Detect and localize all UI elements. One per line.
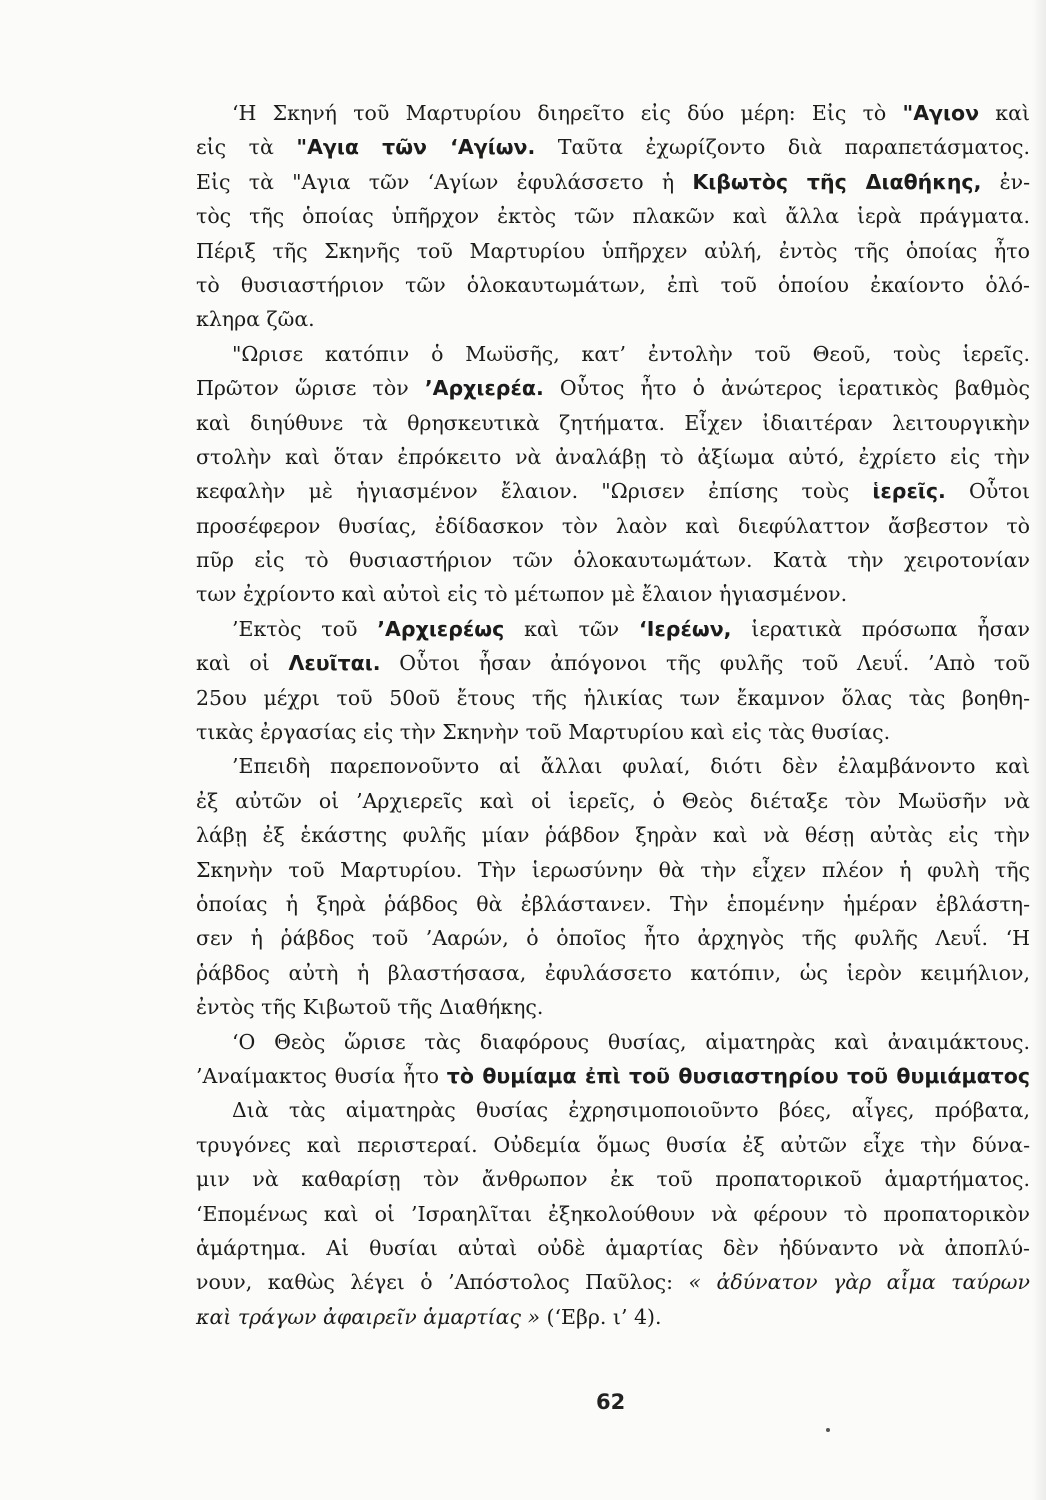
text-run: Σκηνὴν τοῦ Μαρτυρίου. Τὴν ἱερωσύνην θὰ τὴν εἶχεν πλέον ἡ φυλὴ τῆς <box>196 857 1030 882</box>
text-run: Εἰς τὰ "Αγια τῶν ‘Αγίων ἐφυλάσσετο ἡ <box>196 169 693 194</box>
text-line <box>196 1128 1030 1162</box>
text-run: λάβῃ ἐξ ἑκάστης φυλῆς μίαν ῥάβδον ξηρὰν καὶ νὰ θέσῃ αὐτὰς εἰς τὴν <box>196 823 1030 848</box>
page-number: 62 <box>596 1390 626 1414</box>
text-line <box>196 956 1030 990</box>
text-line <box>196 543 1030 577</box>
text-line <box>196 234 1030 268</box>
bold-term: ἱερεῖς. <box>872 479 946 504</box>
text-line <box>196 509 1030 543</box>
text-run: καὶ διηύθυνε τὰ θρησκευτικὰ ζητήματα. Εἶχεν ἰδιαιτέραν λειτουργικὴν <box>196 410 1030 435</box>
text-run: μιν νὰ καθαρίσῃ τὸν ἄνθρωπον ἐκ τοῦ προπατορικοῦ ἁμαρτήματος. <box>196 1167 1030 1192</box>
text-run: Διὰ τὰς αἱματηρὰς θυσίας ἐχρησιμοποιοῦντο βόες, αἶγες, πρόβατα, <box>232 1098 1030 1123</box>
italic-quote: καὶ τράγων ἀφαιρεῖν ἁμαρτίας » <box>196 1304 540 1329</box>
text-run: Οὗτος ἦτο ὁ ἀνώτερος ἱερατικὸς βαθμὸς <box>543 376 1031 401</box>
text-run: ’Επειδὴ παρεπονοῦντο αἱ ἄλλαι φυλαί, διότι δὲν ἐλαμβάνοντο καὶ <box>232 754 1030 779</box>
text-line <box>196 130 1030 164</box>
text-line <box>196 1300 1030 1334</box>
ink-speck <box>826 1428 830 1432</box>
text-run: ἐν- <box>981 169 1031 194</box>
text-run: καὶ τῶν <box>504 616 639 641</box>
text-line <box>196 715 1030 749</box>
text-line <box>196 371 1030 405</box>
text-run: ἱερατικὰ πρόσωπα ἦσαν <box>731 616 1031 641</box>
text-line <box>196 199 1030 233</box>
text-run: ’Αναίμακτος θυσία ἦτο <box>196 1063 447 1088</box>
text-run: ἁμάρτημα. Αἱ θυσίαι αὐταὶ οὐδὲ ἁμαρτίας δὲν ἠδύναντο νὰ ἀποπλύ- <box>196 1235 1030 1260</box>
text-run: ‘Επομένως καὶ οἱ ’Ισραηλῖται ἐξηκολούθουν νὰ φέρουν τὸ προπατορικὸν <box>196 1201 1030 1226</box>
text-run: ῥάβδος αὐτὴ ἡ βλαστήσασα, ἐφυλάσσετο κατόπιν, ὡς ἱερὸν κειμήλιον, <box>196 960 1030 985</box>
bold-term: "Αγια τῶν ‘Αγίων. <box>296 135 536 160</box>
text-line <box>196 612 1030 646</box>
text-run: τρυγόνες καὶ περιστεραί. Οὐδεμία ὅμως θυσία ἐξ αὐτῶν εἶχε τὴν δύνα- <box>196 1132 1030 1157</box>
text-run: ἐντὸς τῆς Κιβωτοῦ τῆς Διαθήκης. <box>196 995 544 1020</box>
bold-term: τὸ θυμίαμα ἐπὶ τοῦ θυσιαστηρίου τοῦ θυμιάματος <box>446 1063 1030 1088</box>
text-run: ‘Ο Θεὸς ὥρισε τὰς διαφόρους θυσίας, αἱματηρὰς καὶ ἀναιμάκτους. <box>232 1029 1030 1054</box>
text-line <box>196 921 1030 955</box>
text-run: ὁποίας ἡ ξηρὰ ῥάβδος θὰ ἐβλάστανεν. Τὴν ἑπομένην ἡμέραν ἐβλάστη- <box>196 891 1030 916</box>
text-run: (‘Εβρ. ι’ 4). <box>540 1304 662 1329</box>
text-line <box>196 681 1030 715</box>
text-run: σεν ἡ ῥάβδος τοῦ ’Ααρών, ὁ ὁποῖος ἦτο ἀρχηγὸς τῆς φυλῆς Λευΐ. ‘Η <box>196 926 1030 951</box>
text-run: κεφαλὴν μὲ ἡγιασμένον ἔλαιον. "Ωρισεν ἐπίσης τοὺς <box>196 479 873 504</box>
text-run: καὶ οἱ <box>196 651 289 676</box>
text-line <box>196 302 1030 336</box>
text-line <box>196 440 1030 474</box>
text-line <box>196 406 1030 440</box>
italic-quote: « ἀδύνατον γὰρ αἷμα ταύρων <box>688 1270 1030 1295</box>
bold-term: "Αγιον <box>902 101 980 125</box>
text-run: τὸ θυσιαστήριον τῶν ὁλοκαυτωμάτων, ἐπὶ τοῦ ὁποίου ἐκαίοντο ὁλό- <box>196 272 1030 297</box>
text-line <box>196 165 1030 199</box>
text-run: προσέφερον θυσίας, ἐδίδασκον τὸν λαὸν καὶ διεφύλαττον ἄσβεστον τὸ <box>196 513 1030 538</box>
text-line <box>196 1265 1030 1299</box>
text-run: τὸς τῆς ὁποίας ὑπῆρχον ἐκτὸς τῶν πλακῶν καὶ ἄλλα ἱερὰ πράγματα. <box>196 204 1030 229</box>
text-run: "Ωρισε κατόπιν ὁ Μωϋσῆς, κατ’ ἐντολὴν τοῦ Θεοῦ, τοὺς ἱερεῖς. <box>232 341 1030 366</box>
text-run: Πέριξ τῆς Σκηνῆς τοῦ Μαρτυρίου ὑπῆρχεν αὐλή, ἐντὸς τῆς ὁποίας ἦτο <box>196 238 1030 263</box>
text-run: ἐξ αὐτῶν οἱ ’Αρχιερεῖς καὶ οἱ ἱερεῖς, ὁ Θεὸς διέταξε τὸν Μωϋσῆν νὰ <box>196 788 1030 813</box>
bold-term: Κιβωτὸς τῆς Διαθήκης, <box>692 169 982 194</box>
text-run: ‘Η Σκηνή τοῦ Μαρτυρίου διηρεῖτο εἰς δύο μέρη: Εἰς τὸ <box>232 101 903 125</box>
text-run: κληρα ζῶα. <box>196 307 315 332</box>
text-line <box>196 853 1030 887</box>
bold-term: ’Αρχιερέα. <box>424 376 544 401</box>
text-line <box>196 1231 1030 1265</box>
bold-term: Λευῖται. <box>288 651 381 676</box>
text-run: εἰς τὰ <box>196 135 297 160</box>
text-line <box>196 749 1030 783</box>
text-run: νουν, καθὼς λέγει ὁ ’Απόστολος Παῦλος: <box>196 1270 689 1295</box>
text-line <box>196 887 1030 921</box>
text-line <box>196 818 1030 852</box>
bold-term: ’Αρχιερέως <box>377 616 505 641</box>
text-run: ’Εκτὸς τοῦ <box>232 616 378 641</box>
text-line <box>196 474 1030 508</box>
text-run: καὶ <box>979 101 1030 125</box>
body-text <box>196 96 1030 1334</box>
text-run: τικὰς ἐργασίας εἰς τὴν Σκηνὴν τοῦ Μαρτυρίου καὶ εἰς τὰς θυσίας. <box>196 720 891 745</box>
bold-term: ‘Ιερέων, <box>638 616 732 641</box>
text-line <box>196 1059 1030 1093</box>
text-line <box>196 784 1030 818</box>
text-line <box>196 577 1030 611</box>
text-line <box>196 1162 1030 1196</box>
text-line <box>196 1197 1030 1231</box>
text-line <box>196 1025 1030 1059</box>
text-run: των ἐχρίοντο καὶ αὐτοὶ εἰς τὸ μέτωπον μὲ ἔλαιον ἡγιασμένον. <box>196 582 848 607</box>
text-line <box>196 268 1030 302</box>
text-run: πῦρ εἰς τὸ θυσιαστήριον τῶν ὁλοκαυτωμάτων. Κατὰ τὴν χειροτονίαν <box>196 548 1030 573</box>
text-line <box>196 1093 1030 1127</box>
text-line <box>196 96 1030 130</box>
text-run: στολὴν καὶ ὅταν ἐπρόκειτο νὰ ἀναλάβῃ τὸ ἀξίωμα αὐτό, ἐχρίετο εἰς τὴν <box>196 444 1030 469</box>
text-run: Ταῦτα ἐχωρίζοντο διὰ παραπετάσματος. <box>535 135 1030 160</box>
text-run: Πρῶτον ὥρισε τὸν <box>196 376 425 401</box>
text-line <box>196 990 1030 1024</box>
text-run: 25ου μέχρι τοῦ 50οῦ ἔτους τῆς ἡλικίας των ἔκαμνον ὅλας τὰς βοηθη- <box>196 685 1030 710</box>
text-run: Οὗτοι <box>945 479 1030 504</box>
text-run: Οὗτοι ἦσαν ἀπόγονοι τῆς φυλῆς τοῦ Λευΐ. ’Απὸ τοῦ <box>380 651 1030 676</box>
text-line <box>196 337 1030 371</box>
text-line <box>196 646 1030 680</box>
